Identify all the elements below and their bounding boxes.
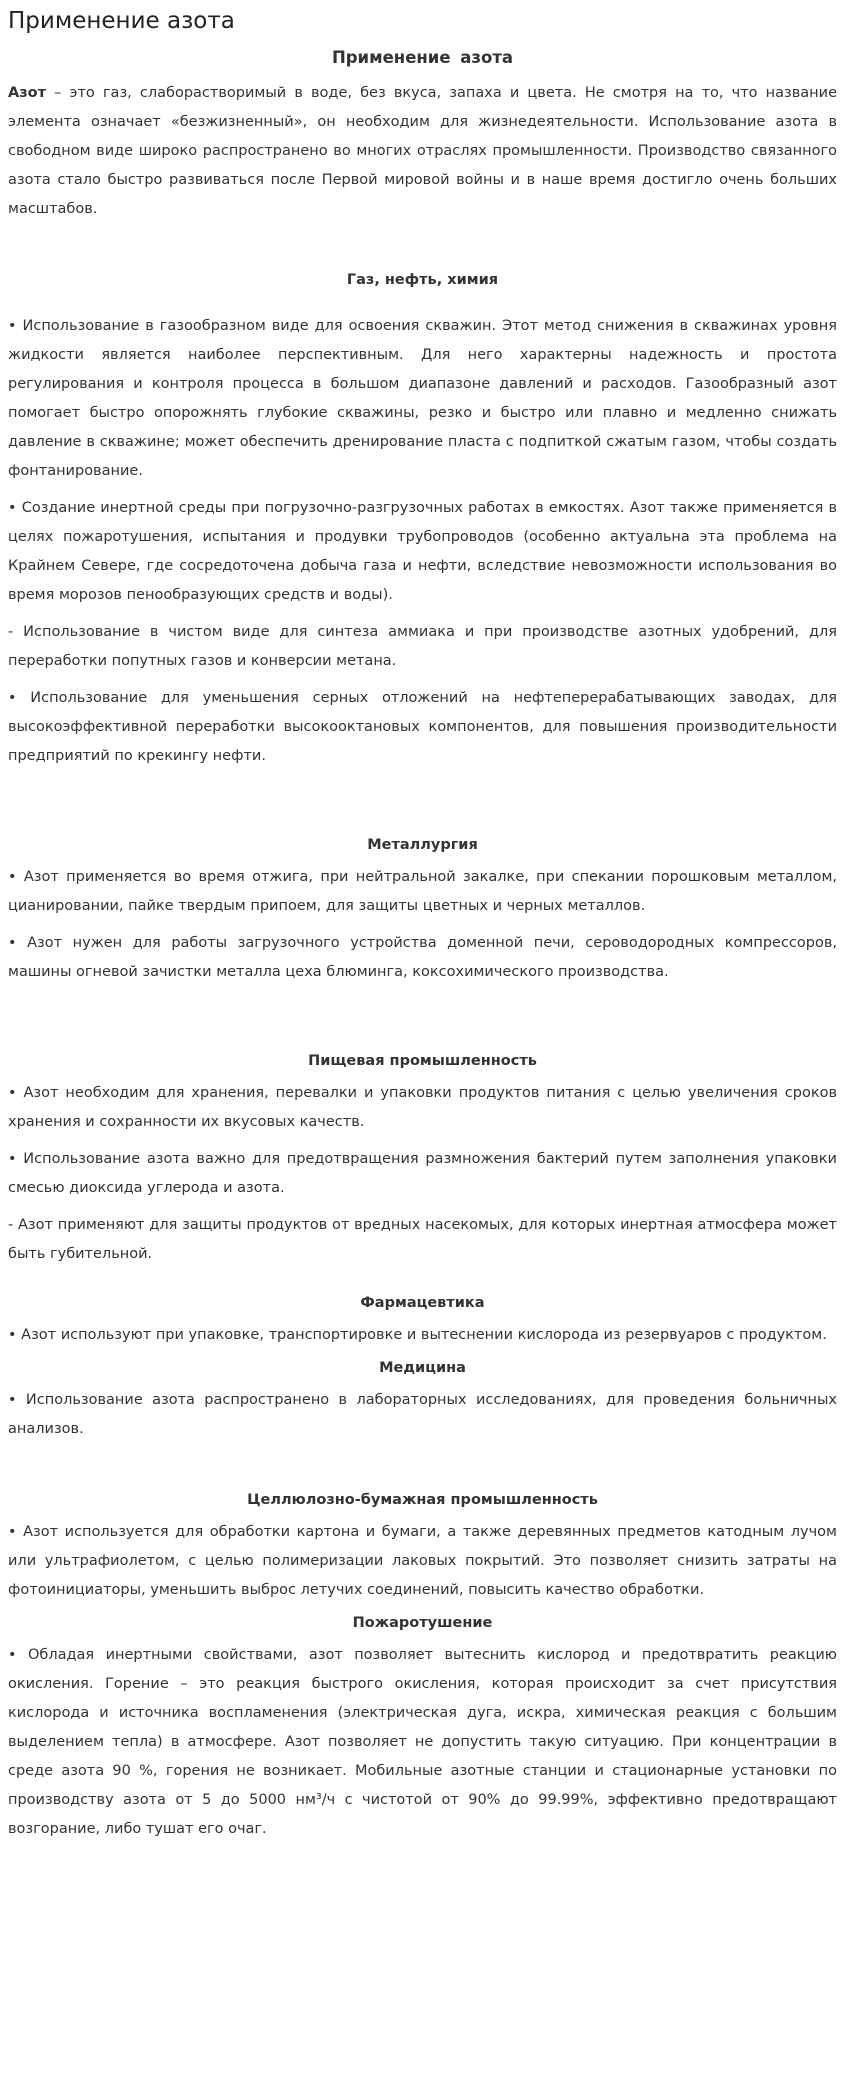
metallurgy-paragraph-2: • Азот нужен для работы загрузочного устройства доменной печи, сероводородных компрессоров, машины огневой зачистки металла цеха блюминга, коксохимического производства. xyxy=(8,935,837,980)
food-paragraph-1: • Азот необходим для хранения, перевалки и упаковки продуктов питания с целью увеличения сроков хранения и сохранности их вкусовых качеств. xyxy=(8,1085,837,1130)
article-heading: Применение азота xyxy=(331,48,514,67)
section-heading-gas-oil-chemistry: Газ, нефть, химия xyxy=(346,272,499,288)
section-heading-metallurgy: Металлургия xyxy=(367,837,478,853)
pharma-paragraph-1: • Азот используют при упаковке, транспортировке и вытеснении кислорода из резервуаров с продуктом. xyxy=(8,1327,827,1343)
intro-term: Азот xyxy=(8,85,47,101)
fire-paragraph-1: • Обладая инертными свойствами, азот позволяет вытеснить кислород и предотвратить реакцию окисления. Горение – это реакция быстрого окисления, которая происходит за счет присутствия кислорода и источника воспламенения (электрическая дуга, искра, химическая реакция с большим выделением тепла) в атмосфере. Азот позволяет не допустить такую ситуацию. При концентрации в среде азота 90 %, горения не возникает. Мобильные азотные станции и стационарные установки по производству азота от 5 до 5000 нм³/ч с чистотой от 90% до 99.99%, эффективно предотвращают возгорание, либо тушат его очаг. xyxy=(8,1647,837,1837)
gas-paragraph-1: • Использование в газообразном виде для освоения скважин. Этот метод снижения в скважинах уровня жидкости является наиболее перспективным. Для него характерны надежность и простота регулирования и контроля процесса в большом диапазоне давлений и расходов. Газообразный азот помогает быстро опорожнять глубокие скважины, резко и быстро или плавно и медленно снижать давление в скважине; может обеспечить дренирование пласта с подпиткой сжатым газом, чтобы создать фонтанирование. xyxy=(8,318,837,479)
article xyxy=(8,44,837,1844)
intro-paragraph xyxy=(8,79,837,224)
section-heading-pulp-paper: Целлюлозно-бумажная промышленность xyxy=(247,1492,598,1508)
metallurgy-paragraph-1: • Азот применяется во время отжига, при нейтральной закалке, при спекании порошковым металлом, цианировании, пайке твердым припоем, для защиты цветных и черных металлов. xyxy=(8,869,837,914)
food-paragraph-2: • Использование азота важно для предотвращения размножения бактерий путем заполнения упаковки смесью диоксида углерода и азота. xyxy=(8,1151,837,1196)
food-paragraph-3: - Азот применяют для защиты продуктов от вредных насекомых, для которых инертная атмосфера может быть губительной. xyxy=(8,1217,837,1262)
section-heading-pharmaceutics: Фармацевтика xyxy=(360,1295,485,1311)
section-heading-fire-extinguishing: Пожаротушение xyxy=(352,1615,493,1631)
gas-paragraph-4: • Использование для уменьшения серных отложений на нефтеперерабатывающих заводах, для высокоэффективной переработки высокооктановых компонентов, для повышения производительности предприятий по крекингу нефти. xyxy=(8,690,837,764)
section-heading-food-industry: Пищевая промышленность xyxy=(308,1053,537,1069)
pulp-paragraph-1: • Азот используется для обработки картона и бумаги, а также деревянных предметов катодным лучом или ультрафиолетом, с целью полимеризации лаковых покрытий. Это позволяет снизить затраты на фотоинициаторы, уменьшить выброс летучих соединений, повысить качество обработки. xyxy=(8,1524,837,1598)
section-heading-medicine: Медицина xyxy=(379,1360,466,1376)
medicine-paragraph-1: • Использование азота распространено в лабораторных исследованиях, для проведения больничных анализов. xyxy=(8,1392,837,1437)
gas-paragraph-3: - Использование в чистом виде для синтеза аммиака и при производстве азотных удобрений, для переработки попутных газов и конверсии метана. xyxy=(8,624,837,669)
page-title: Применение азота xyxy=(8,8,235,34)
intro-text: – это газ, слаборастворимый в воде, без вкуса, запаха и цвета. Не смотря на то, что название элемента означает «безжизненный», он необходим для жизнедеятельности. Использование азота в свободном виде широко распространено во многих отраслях промышленности. Производство связанного азота стало быстро развиваться после Первой мировой войны и в наше время достигло очень больших масштабов. xyxy=(8,85,837,217)
gas-paragraph-2: • Создание инертной среды при погрузочно-разгрузочных работах в емкостях. Азот также применяется в целях пожаротушения, испытания и продувки трубопроводов (особенно актуальна эта проблема на Крайнем Севере, где сосредоточена добыча газа и нефти, вследствие невозможности использования во время морозов пенообразующих средств и воды). xyxy=(8,500,837,603)
